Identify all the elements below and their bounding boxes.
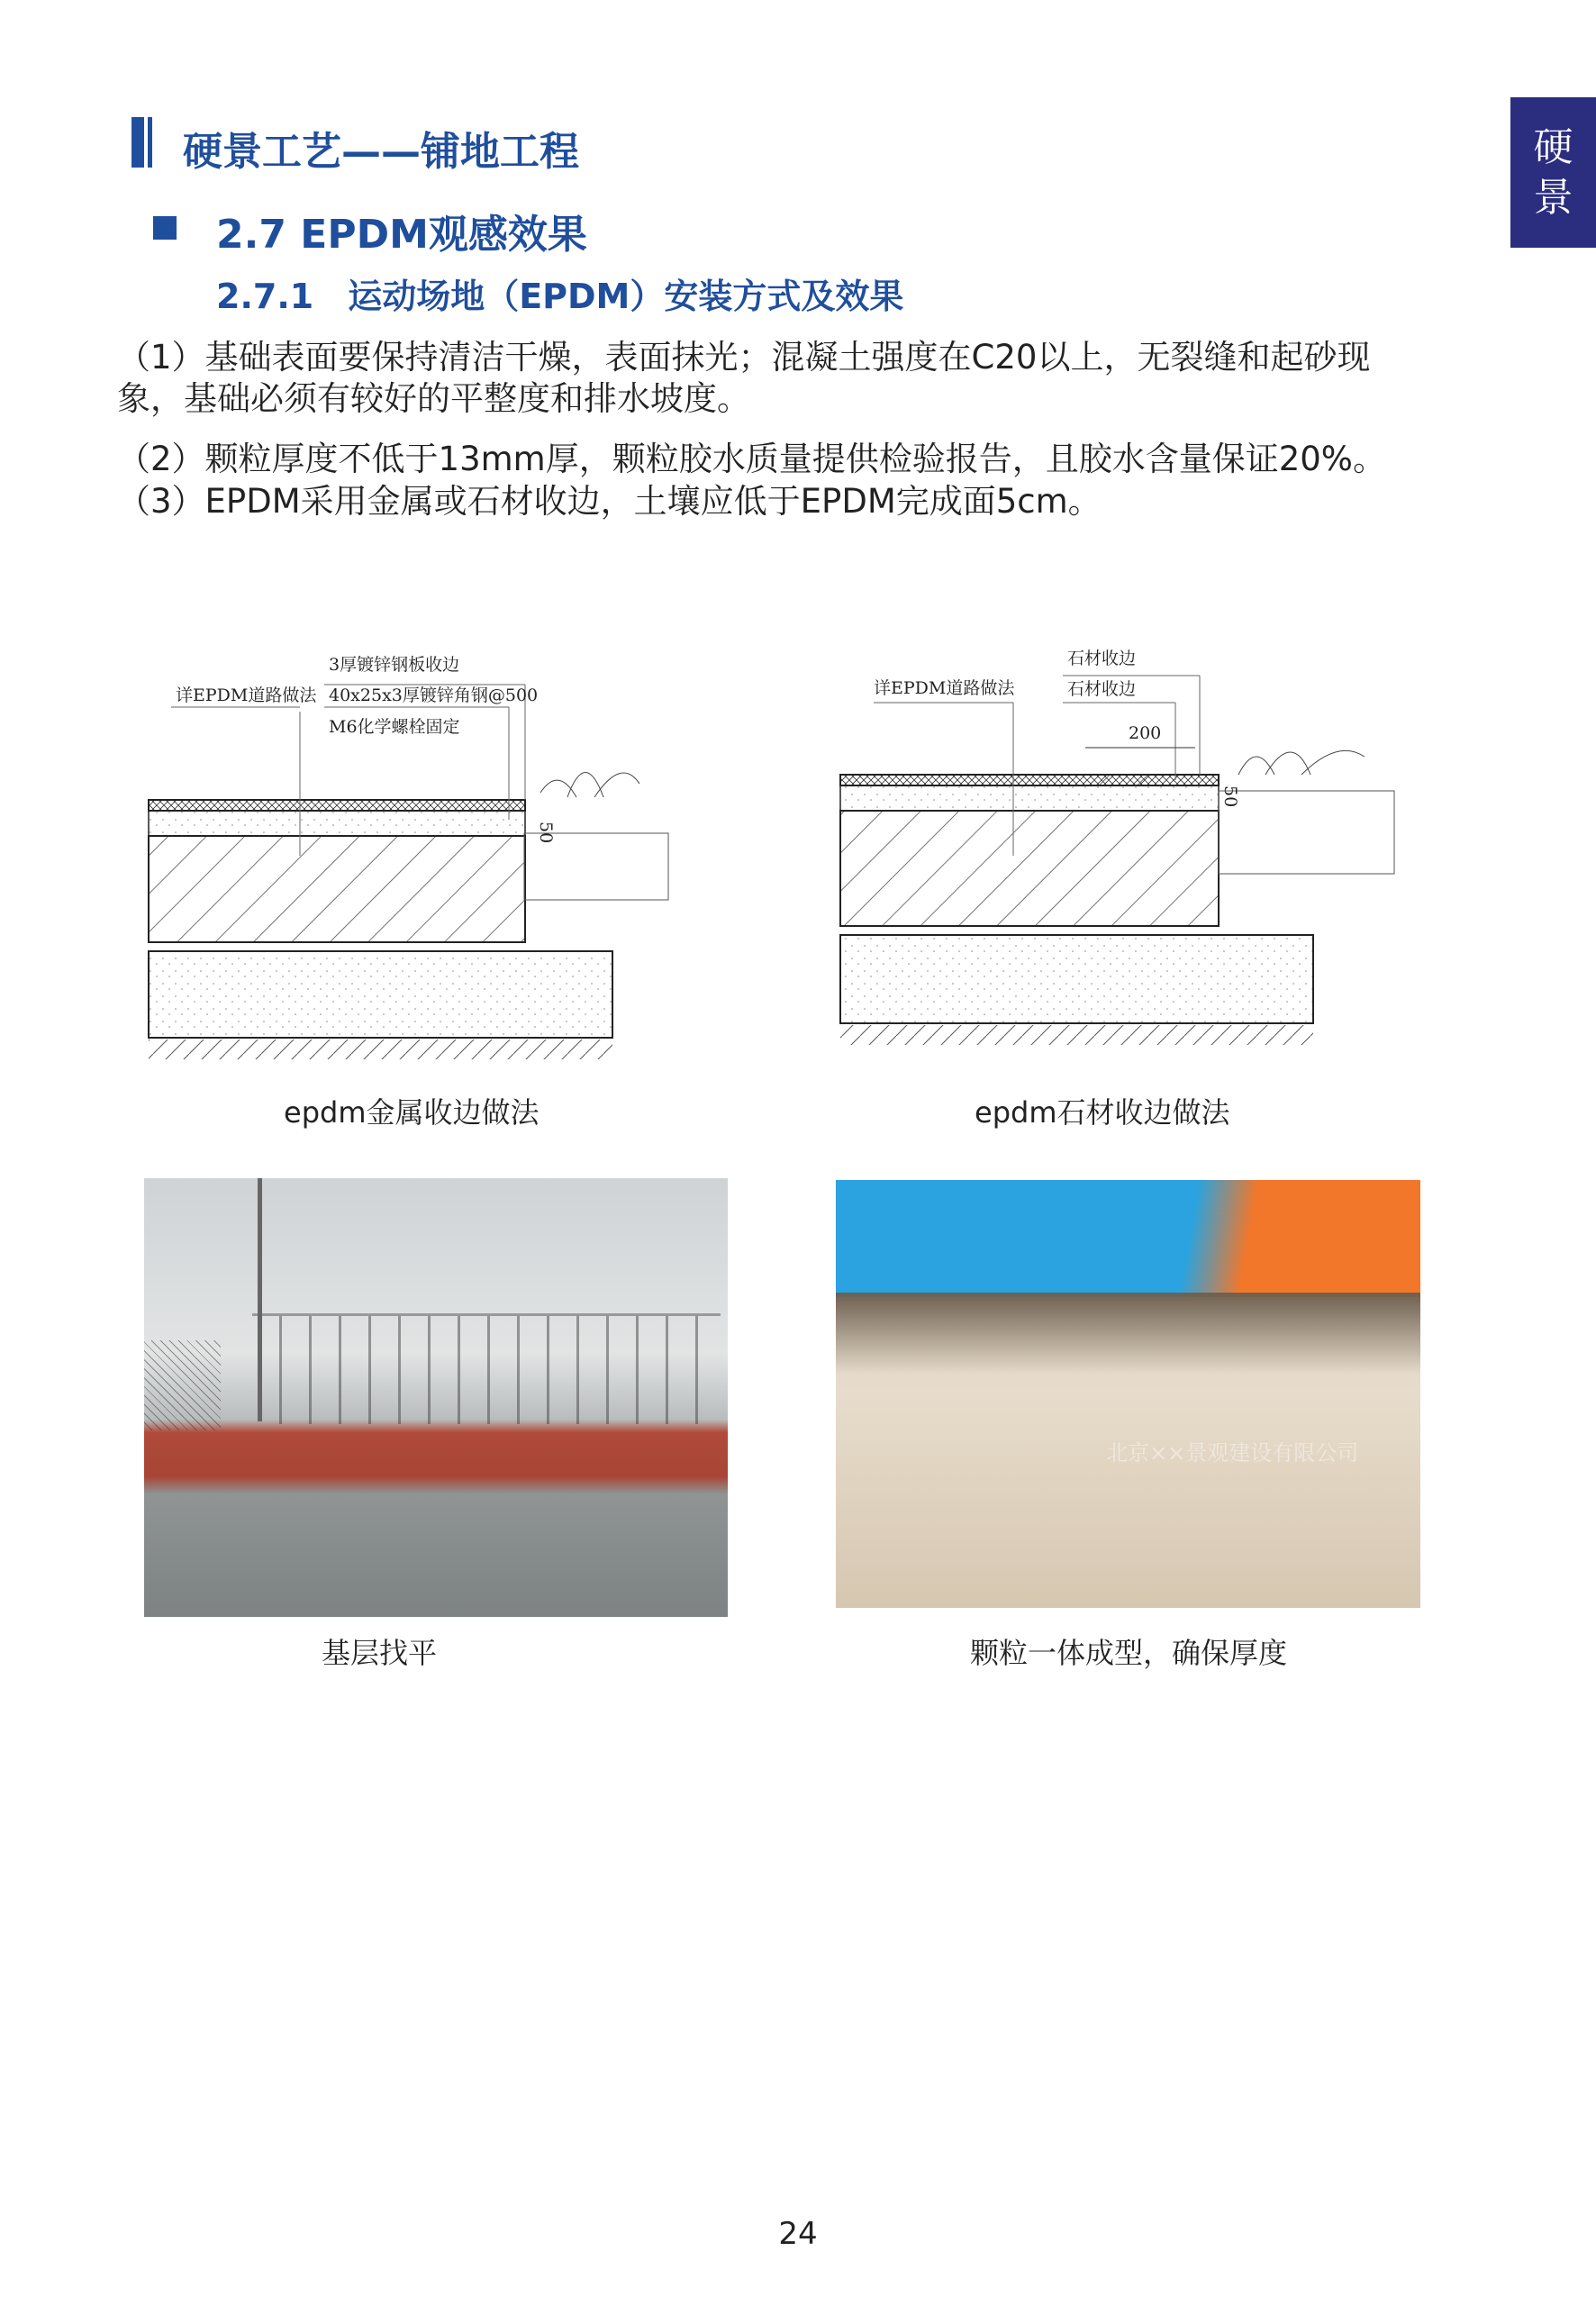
section-heading: 2.7 EPDM观感效果 <box>216 212 587 258</box>
diagram-caption: epdm石材收边做法 <box>975 1095 1230 1130</box>
diagram-label: 石材收边 <box>1067 649 1137 668</box>
paragraph-line: 象，基础必须有较好的平整度和排水坡度。 <box>117 379 750 418</box>
heading-bullet <box>153 216 177 240</box>
paragraph-line: （1）基础表面要保持清洁干燥，表面抹光；混凝土强度在C20以上，无裂缝和起砂现 <box>117 338 1371 377</box>
side-tab <box>1510 97 1596 248</box>
diagram-label: M6化学螺栓固定 <box>329 717 460 737</box>
paragraph-line: （3）EPDM采用金属或石材收边，土壤应低于EPDM完成面5cm。 <box>117 482 1102 521</box>
photo-watermark: 北京××景观建设有限公司 <box>1106 1440 1359 1466</box>
epdm-granule-photo <box>836 1180 1420 1608</box>
paragraph-line: （2）颗粒厚度不低于13mm厚，颗粒胶水质量提供检验报告，且胶水含量保证20%。 <box>117 440 1386 478</box>
photo-caption: 颗粒一体成型，确保厚度 <box>970 1636 1288 1670</box>
dimension-label: 50 <box>536 822 556 844</box>
dimension-label: 50 <box>1220 785 1240 808</box>
side-tab-char: 硬 <box>1533 123 1573 170</box>
diagram-label: 40x25x3厚镀锌角钢@500 <box>329 685 539 705</box>
title-accent-bar-thin <box>148 117 152 168</box>
diagram-label: 详EPDM道路做法 <box>874 678 1015 698</box>
side-tab-char: 景 <box>1533 174 1573 221</box>
base-leveling-photo <box>144 1178 728 1617</box>
diagram-label: 详EPDM道路做法 <box>176 685 317 705</box>
page-title: 硬景工艺——铺地工程 <box>183 129 579 175</box>
photo-caption: 基层找平 <box>322 1636 438 1670</box>
diagram-label: 石材收边 <box>1067 679 1137 699</box>
subsection-heading: 2.7.1 运动场地（EPDM）安装方式及效果 <box>216 277 904 316</box>
diagram-caption: epdm金属收边做法 <box>284 1095 540 1130</box>
dimension-label: 200 <box>1129 723 1162 743</box>
diagram-label: 3厚镀锌钢板收边 <box>329 655 460 675</box>
stone-edge-section-diagram <box>824 640 1401 1090</box>
title-accent-bar <box>131 117 144 168</box>
page-number: 24 <box>778 2216 818 2252</box>
metal-edge-section-diagram <box>135 640 730 1090</box>
